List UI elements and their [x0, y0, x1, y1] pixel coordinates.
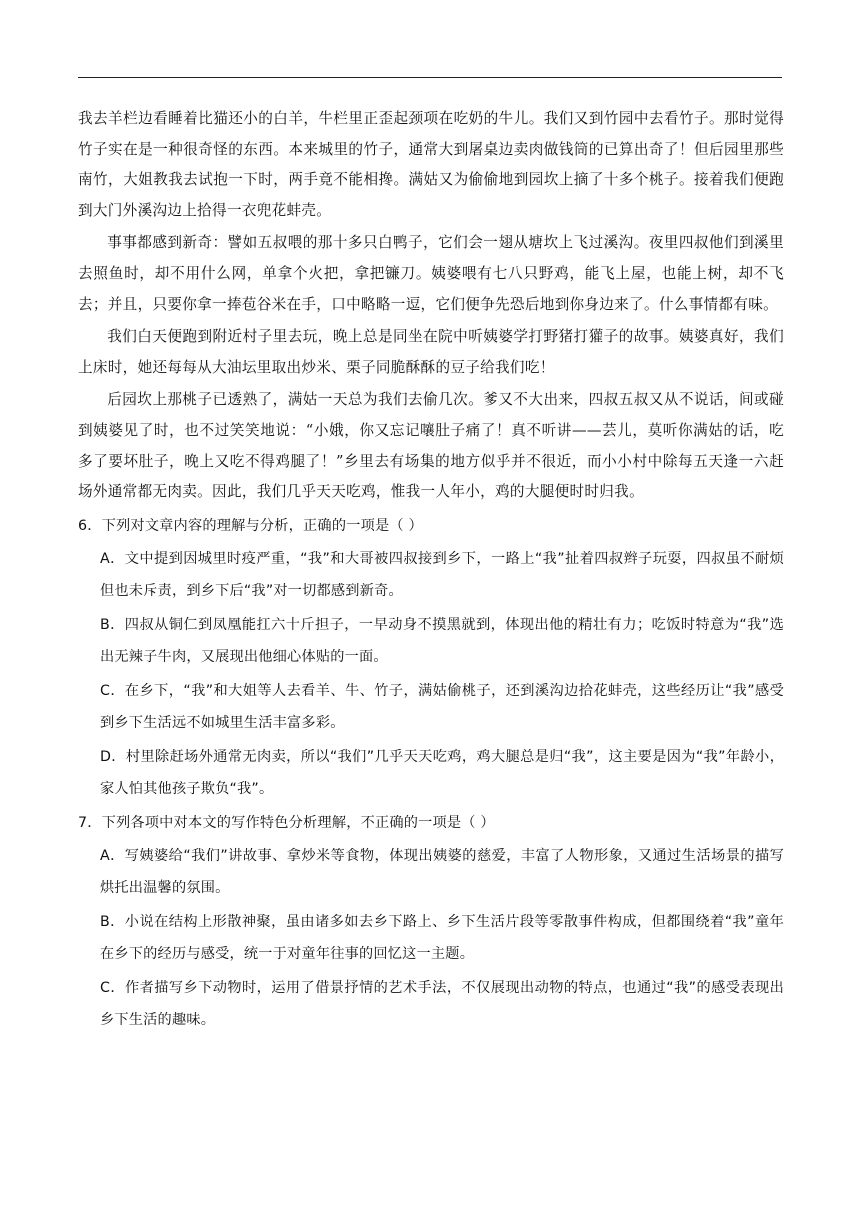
- question-7: [78, 807, 784, 1037]
- passage-paragraph-1: 我去羊栏边看睡着比猫还小的白羊，牛栏里正歪起颈项在吃奶的牛儿。我们又到竹园中去看竹子。那时觉得竹子实在是一种很奇怪的东西。本来城里的竹子，通常大到屠桌边卖肉做钱筒的已算出奇了！但后园里那些南竹，大姐教我去试抱一下时，两手竟不能相搀。满姑又为偷偷地到园坎上摘了十多个桃子。接着我们便跑到大门外溪沟边上拾得一衣兜花蚌壳。: [78, 110, 784, 219]
- question-6-option-b: B．四叔从铜仁到凤凰能扛六十斤担子，一早动身不摸黑就到，体现出他的精壮有力；吃饭时特意为“我”选出无辣子牛肉，又展现出他细心体贴的一面。: [100, 616, 784, 666]
- question-7-option-b: B．小说在结构上形散神聚，虽由诸多如去乡下路上、乡下生活片段等零散事件构成，但都围绕着“我”童年在乡下的经历与感受，统一于对童年往事的回忆这一主题。: [100, 913, 784, 963]
- passage-paragraph-4: 后园坎上那桃子已透熟了，满姑一天总为我们去偷几次。爹又不大出来，四叔五叔又从不说话，间或碰到姨婆见了时，也不过笑笑地说：“小娥，你又忘记嚷肚子痛了！真不听讲——芸儿，莫听你满姑的话，吃多了要坏肚子，晚上又吃不得鸡腿了！”乡里去有场集的地方似乎并不很近，而小小村中除每五天逢一六赶场外通常都无肉卖。因此，我们几乎天天吃鸡，惟我一人年小，鸡的大腿便时时归我。: [78, 391, 784, 501]
- question-7-option-a: A．写姨婆给“我们”讲故事、拿炒米等食物，体现出姨婆的慈爱，丰富了人物形象，又通过生活场景的描写烘托出温馨的氛围。: [100, 847, 784, 897]
- passage-paragraph-2: 事事都感到新奇：譬如五叔喂的那十多只白鸭子，它们会一翅从塘坎上飞过溪沟。夜里四叔他们到溪里去照鱼时，却不用什么网，单拿个火把，拿把镰刀。姨婆喂有七八只野鸡，能飞上屋，也能上树，却不飞去；并且，只要你拿一捧苞谷米在手，口中略略一逗，它们便争先恐后地到你身边来了。什么事情都有味。: [78, 234, 784, 313]
- question-6-option-d: D．村里除赶场外通常无肉卖，所以“我们”几乎天天吃鸡，鸡大腿总是归“我”，这主要是因为“我”年龄小，家人怕其他孩子欺负“我”。: [100, 748, 784, 798]
- question-6-option-a: A．文中提到因城里时疫严重，“我”和大哥被四叔接到乡下，一路上“我”扯着四叔辫子玩耍，四叔虽不耐烦但也未斥责，到乡下后“我”对一切都感到新奇。: [100, 550, 784, 600]
- question-7-stem: 7．下列各项中对本文的写作特色分析理解，不正确的一项是（ ）: [78, 814, 495, 831]
- passage-paragraph-3: 我们白天便跑到附近村子里去玩，晚上总是同坐在院中听姨婆学打野猪打獾子的故事。姨婆真好，我们上床时，她还每每从大油坛里取出炒米、栗子同脆酥酥的豆子给我们吃！: [78, 328, 784, 376]
- header-rule: [78, 77, 782, 78]
- question-6: [78, 510, 784, 806]
- reading-passage: [78, 104, 784, 508]
- page-body: [78, 104, 784, 1038]
- question-7-option-c: C．作者描写乡下动物时，运用了借景抒情的艺术手法，不仅展现出动物的特点，也通过“我”的感受表现出乡下生活的趣味。: [100, 979, 784, 1029]
- question-6-option-c: C．在乡下，“我”和大姐等人去看羊、牛、竹子，满姑偷桃子，还到溪沟边拾花蚌壳，这些经历让“我”感受到乡下生活远不如城里生活丰富多彩。: [100, 682, 784, 732]
- question-6-stem: 6．下列对文章内容的理解与分析，正确的一项是（ ）: [78, 517, 423, 534]
